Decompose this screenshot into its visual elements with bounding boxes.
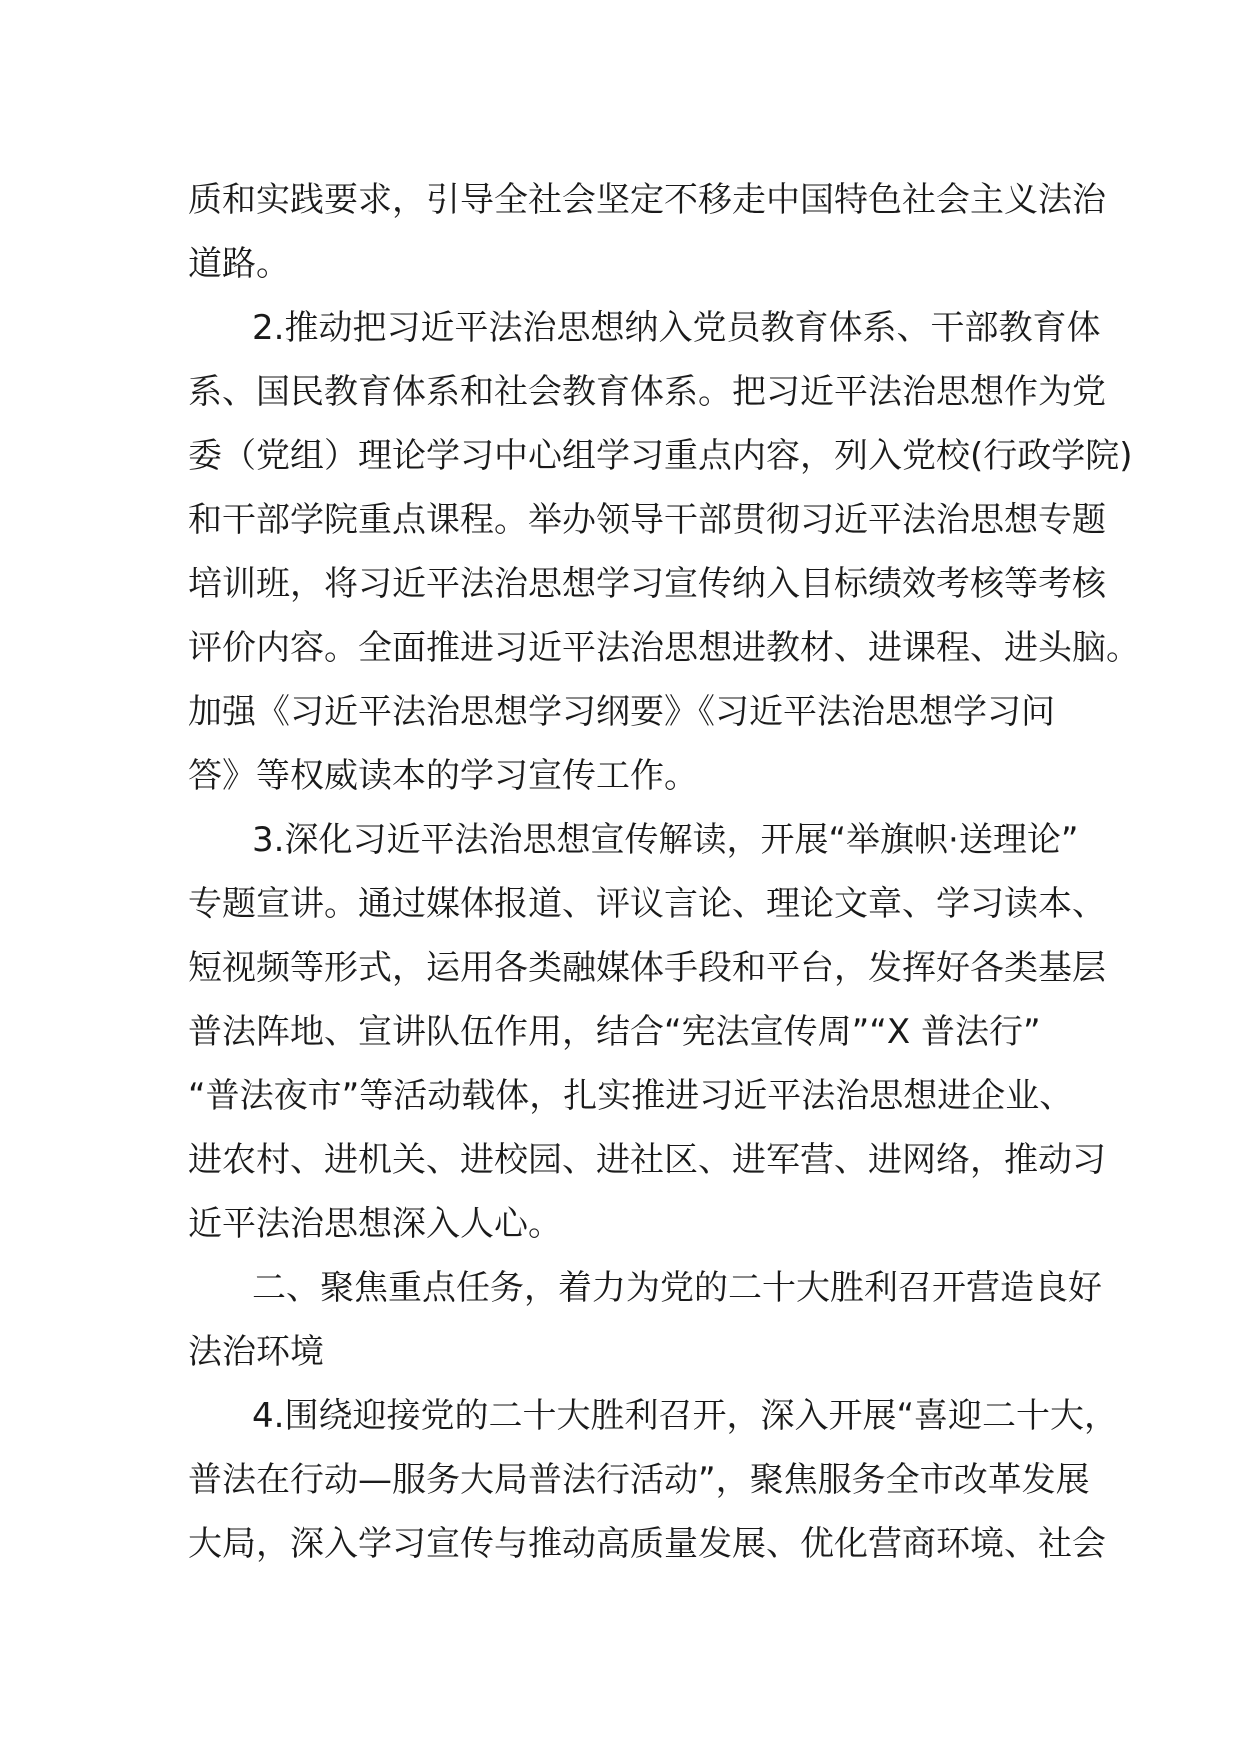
section-heading-line: 二、聚焦重点任务，着力为党的二十大胜利召开营造良好 bbox=[252, 1268, 1102, 1308]
text-line: 评价内容。全面推进习近平法治思想进教材、进课程、进头脑。 bbox=[188, 628, 1140, 668]
section-heading-line: 法治环境 bbox=[188, 1332, 324, 1372]
text-line: 培训班，将习近平法治思想学习宣传纳入目标绩效考核等考核 bbox=[188, 564, 1106, 604]
text-line: 加强《习近平法治思想学习纲要》《习近平法治思想学习问 bbox=[188, 692, 1055, 732]
paragraph-start-line: 4.围绕迎接党的二十大胜利召开，深入开展“喜迎二十大， bbox=[252, 1396, 1119, 1436]
text-line: 专题宣讲。通过媒体报道、评议言论、理论文章、学习读本、 bbox=[188, 884, 1106, 924]
text-line: 近平法治思想深入人心。 bbox=[188, 1204, 562, 1244]
paragraph-start-line: 3.深化习近平法治思想宣传解读，开展“举旗帜·送理论” bbox=[252, 820, 1079, 860]
text-line: 进农村、进机关、进校园、进社区、进军营、进网络，推动习 bbox=[188, 1140, 1106, 1180]
text-line: 答》等权威读本的学习宣传工作。 bbox=[188, 756, 698, 796]
text-line: 道路。 bbox=[188, 244, 290, 284]
text-line: 普法在行动—服务大局普法行活动”，聚焦服务全市改革发展 bbox=[188, 1460, 1090, 1500]
text-line: 大局，深入学习宣传与推动高质量发展、优化营商环境、社会 bbox=[188, 1524, 1106, 1564]
paragraph-start-line: 2.推动把习近平法治思想纳入党员教育体系、干部教育体 bbox=[252, 308, 1101, 348]
text-line: 系、国民教育体系和社会教育体系。把习近平法治思想作为党 bbox=[188, 372, 1106, 412]
text-line: 和干部学院重点课程。举办领导干部贯彻习近平法治思想专题 bbox=[188, 500, 1106, 540]
text-line: 普法阵地、宣讲队伍作用，结合“宪法宣传周”“X 普法行” bbox=[188, 1012, 1041, 1052]
text-line: “普法夜市”等活动载体，扎实推进习近平法治思想进企业、 bbox=[188, 1076, 1074, 1116]
text-line: 委（党组）理论学习中心组学习重点内容，列入党校(行政学院) bbox=[188, 436, 1133, 476]
document-body bbox=[188, 168, 1140, 1576]
text-line: 质和实践要求，引导全社会坚定不移走中国特色社会主义法治 bbox=[188, 180, 1106, 220]
text-line: 短视频等形式，运用各类融媒体手段和平台，发挥好各类基层 bbox=[188, 948, 1106, 988]
